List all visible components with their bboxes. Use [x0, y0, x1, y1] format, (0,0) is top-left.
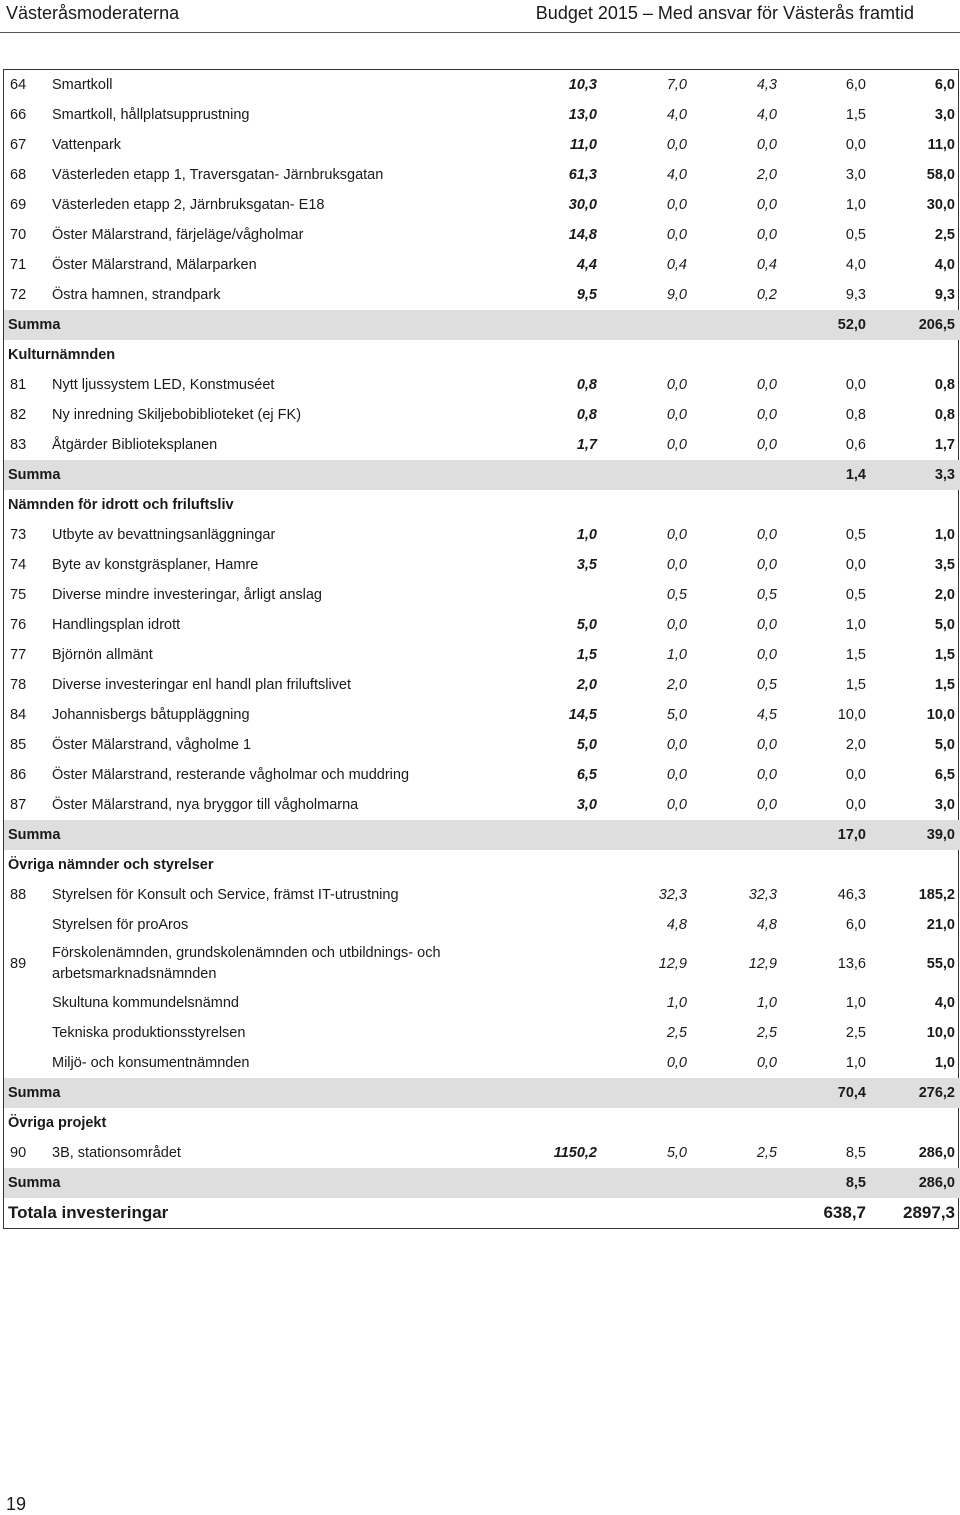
- value-col-5: 9,3: [934, 287, 955, 303]
- value-col-3: 0,0: [756, 527, 777, 543]
- project-number: 81: [10, 377, 27, 393]
- value-col-5: 0,8: [934, 377, 955, 393]
- value-col-4: 0,5: [845, 527, 866, 543]
- value-col-4: 2,5: [845, 1025, 866, 1041]
- project-number: 68: [10, 167, 27, 183]
- value-col-4: 2,0: [845, 737, 866, 753]
- summary-label: Summa: [4, 1078, 782, 1108]
- value-col-3: 0,0: [756, 737, 777, 753]
- investment-table-body: [4, 70, 960, 1228]
- value-col-2: 0,0: [666, 1055, 687, 1071]
- value-col-3: 0,0: [756, 197, 777, 213]
- summary-label: Summa: [4, 310, 782, 340]
- value-col-3: 2,0: [756, 167, 777, 183]
- project-name: Utbyte av bevattningsanläggningar: [52, 527, 276, 543]
- value-col-4: 6,0: [845, 77, 866, 93]
- section-heading: Övriga nämnder och styrelser: [8, 857, 214, 873]
- value-col-2: 2,0: [666, 677, 687, 693]
- value-col-5: 0,8: [934, 407, 955, 423]
- value-col-3: 1,0: [756, 995, 777, 1011]
- value-col-4: 0,5: [845, 587, 866, 603]
- value-col-4: 0,0: [845, 767, 866, 783]
- value-col-4: 0,0: [845, 377, 866, 393]
- value-col-2: 0,5: [666, 587, 687, 603]
- total-budget-value: 4,4: [576, 257, 597, 273]
- project-number: [4, 1018, 48, 1048]
- value-col-2: 5,0: [666, 1145, 687, 1161]
- grand-total-row: [4, 1198, 960, 1228]
- value-col-4: 9,3: [845, 287, 866, 303]
- total-budget-value: 0,8: [576, 377, 597, 393]
- value-col-3: 0,0: [756, 557, 777, 573]
- value-col-2: 0,0: [666, 407, 687, 423]
- value-col-2: 2,5: [666, 1025, 687, 1041]
- value-col-5: 6,0: [934, 77, 955, 93]
- value-col-5: 21,0: [926, 917, 955, 933]
- value-col-2: 0,0: [666, 767, 687, 783]
- project-name: Åtgärder Biblioteksplanen: [52, 437, 218, 453]
- value-col-3: 0,0: [756, 137, 777, 153]
- value-col-4: 0,5: [845, 227, 866, 243]
- section-heading: Kulturnämnden: [8, 347, 116, 363]
- value-col-3: 0,0: [756, 437, 777, 453]
- value-col-3: 0,5: [756, 677, 777, 693]
- value-col-5: 2,0: [934, 587, 955, 603]
- total-budget-value: 1150,2: [553, 1145, 597, 1161]
- value-col-3: 32,3: [748, 887, 777, 903]
- project-number: [4, 1048, 48, 1078]
- header-organization: Västeråsmoderaterna: [6, 3, 180, 23]
- table-row: [4, 988, 960, 1018]
- table-row: [4, 550, 960, 580]
- value-col-3: 2,5: [756, 1025, 777, 1041]
- table-row: [4, 190, 960, 220]
- value-col-2: 5,0: [666, 707, 687, 723]
- project-name: Östra hamnen, strandpark: [52, 287, 221, 303]
- project-name: Skultuna kommundelsnämnd: [52, 995, 239, 1011]
- value-col-3: 12,9: [748, 956, 777, 972]
- value-col-5: 2,5: [934, 227, 955, 243]
- value-col-3: 0,0: [756, 617, 777, 633]
- value-col-5: 286,0: [918, 1145, 955, 1161]
- project-number: 76: [10, 617, 27, 633]
- value-col-2: 0,0: [666, 737, 687, 753]
- value-col-5: 5,0: [934, 617, 955, 633]
- project-name: Smartkoll: [52, 77, 113, 93]
- project-number: 77: [10, 647, 27, 663]
- project-number: 87: [10, 797, 27, 813]
- summary-value-col-4: 638,7: [823, 1203, 866, 1222]
- value-col-5: 10,0: [926, 1025, 955, 1041]
- value-col-3: 0,2: [756, 287, 777, 303]
- value-col-5: 30,0: [926, 197, 955, 213]
- summary-value-col-4: 52,0: [782, 310, 871, 340]
- table-row: [4, 1048, 960, 1078]
- value-col-5: 3,0: [934, 797, 955, 813]
- summary-row: [4, 460, 960, 490]
- project-name: Handlingsplan idrott: [52, 617, 181, 633]
- project-number: 89: [10, 956, 27, 972]
- value-col-2: 0,0: [666, 557, 687, 573]
- table-row: [4, 400, 960, 430]
- value-col-3: 4,3: [756, 77, 777, 93]
- summary-row: [4, 1078, 960, 1108]
- summary-value-col-4: 17,0: [782, 820, 871, 850]
- project-number: 72: [10, 287, 27, 303]
- value-col-4: 0,0: [845, 557, 866, 573]
- value-col-4: 10,0: [837, 707, 866, 723]
- value-col-4: 46,3: [837, 887, 866, 903]
- project-number: 71: [10, 257, 27, 273]
- table-row: [4, 430, 960, 460]
- total-budget-value: 6,5: [576, 767, 597, 783]
- total-budget-value: [522, 910, 602, 940]
- value-col-5: 1,5: [934, 647, 955, 663]
- value-col-4: 0,0: [845, 137, 866, 153]
- investment-table: [3, 69, 959, 1229]
- header-divider: [0, 32, 960, 33]
- total-budget-value: 13,0: [568, 107, 597, 123]
- total-budget-value: [522, 580, 602, 610]
- project-number: 82: [10, 407, 27, 423]
- value-col-4: 1,5: [845, 677, 866, 693]
- summary-value-col-5: 2897,3: [903, 1203, 955, 1222]
- value-col-3: 0,0: [756, 407, 777, 423]
- total-budget-value: 14,5: [568, 707, 597, 723]
- value-col-2: 0,0: [666, 227, 687, 243]
- project-name: Styrelsen för proAros: [52, 917, 189, 933]
- value-col-3: 0,4: [756, 257, 777, 273]
- total-budget-value: 1,7: [576, 437, 597, 453]
- summary-row: [4, 820, 960, 850]
- value-col-2: 0,0: [666, 797, 687, 813]
- page-number: 19: [6, 1494, 27, 1514]
- summary-label: Summa: [4, 460, 782, 490]
- section-heading-row: [4, 490, 960, 520]
- summary-value-col-4: 70,4: [782, 1078, 871, 1108]
- value-col-4: 13,6: [837, 956, 866, 972]
- table-row: [4, 520, 960, 550]
- total-budget-value: [522, 988, 602, 1018]
- project-name: Diverse mindre investeringar, årligt anslag: [52, 587, 322, 603]
- total-budget-value: [522, 940, 602, 988]
- table-row: [4, 730, 960, 760]
- table-row: [4, 220, 960, 250]
- project-number: 85: [10, 737, 27, 753]
- table-row: [4, 610, 960, 640]
- header-document-title: Budget 2015 – Med ansvar för Västerås framtid: [535, 3, 914, 23]
- project-number: 74: [10, 557, 27, 573]
- value-col-5: 3,5: [934, 557, 955, 573]
- value-col-2: 9,0: [666, 287, 687, 303]
- value-col-3: 4,0: [756, 107, 777, 123]
- value-col-3: 0,0: [756, 767, 777, 783]
- total-budget-value: 5,0: [576, 737, 597, 753]
- project-name: Smartkoll, hållplatsupprustning: [52, 107, 250, 123]
- section-heading-row: [4, 850, 960, 880]
- table-row: [4, 940, 960, 988]
- total-budget-value: [522, 880, 602, 910]
- value-col-5: 1,5: [934, 677, 955, 693]
- project-name: Tekniska produktionsstyrelsen: [52, 1025, 246, 1041]
- total-budget-value: 10,3: [568, 77, 597, 93]
- value-col-4: 1,0: [845, 1055, 866, 1071]
- value-col-3: 2,5: [756, 1145, 777, 1161]
- value-col-5: 4,0: [934, 257, 955, 273]
- value-col-4: 6,0: [845, 917, 866, 933]
- project-number: 78: [10, 677, 27, 693]
- project-number: 70: [10, 227, 27, 243]
- table-row: [4, 370, 960, 400]
- value-col-2: 0,0: [666, 377, 687, 393]
- value-col-4: 0,6: [845, 437, 866, 453]
- project-number: 66: [10, 107, 27, 123]
- total-budget-value: 2,0: [576, 677, 597, 693]
- investment-table-grid: [4, 70, 960, 1228]
- value-col-5: 1,0: [934, 1055, 955, 1071]
- total-budget-value: 5,0: [576, 617, 597, 633]
- summary-row: [4, 310, 960, 340]
- project-number: [4, 988, 48, 1018]
- total-budget-value: [522, 1018, 602, 1048]
- project-name: Miljö- och konsumentnämnden: [52, 1055, 250, 1071]
- total-budget-value: 30,0: [568, 197, 597, 213]
- project-number: 88: [10, 887, 27, 903]
- value-col-2: 0,0: [666, 617, 687, 633]
- value-col-4: 0,0: [845, 797, 866, 813]
- project-name: Vattenpark: [52, 137, 122, 153]
- summary-label: Summa: [4, 820, 782, 850]
- value-col-3: 0,0: [756, 797, 777, 813]
- summary-value-col-5: 3,3: [871, 460, 960, 490]
- summary-value-col-5: 39,0: [871, 820, 960, 850]
- table-row: [4, 1018, 960, 1048]
- total-budget-value: [522, 1048, 602, 1078]
- project-name: Styrelsen för Konsult och Service, främst IT-utrustning: [52, 887, 399, 903]
- value-col-2: 32,3: [658, 887, 687, 903]
- project-number: 86: [10, 767, 27, 783]
- table-row: [4, 250, 960, 280]
- total-budget-value: 61,3: [568, 167, 597, 183]
- project-name: Västerleden etapp 1, Traversgatan- Järnbruksgatan: [52, 167, 384, 183]
- project-number: 75: [10, 587, 27, 603]
- value-col-3: 4,5: [756, 707, 777, 723]
- table-row: [4, 160, 960, 190]
- value-col-2: 4,0: [666, 107, 687, 123]
- value-col-5: 1,7: [934, 437, 955, 453]
- value-col-3: 0,0: [756, 377, 777, 393]
- value-col-2: 0,4: [666, 257, 687, 273]
- page-header: [0, 0, 960, 26]
- value-col-3: 0,0: [756, 647, 777, 663]
- project-name: Johannisbergs båtuppläggning: [52, 707, 250, 723]
- project-number: 69: [10, 197, 27, 213]
- value-col-2: 4,8: [666, 917, 687, 933]
- value-col-4: 4,0: [845, 257, 866, 273]
- table-row: [4, 760, 960, 790]
- value-col-3: 0,0: [756, 1055, 777, 1071]
- value-col-3: 0,5: [756, 587, 777, 603]
- summary-value-col-5: 276,2: [871, 1078, 960, 1108]
- project-name: Öster Mälarstrand, Mälarparken: [52, 257, 257, 273]
- value-col-2: 0,0: [666, 137, 687, 153]
- project-name: Öster Mälarstrand, resterande vågholmar och muddring: [52, 767, 410, 783]
- total-budget-value: 3,0: [576, 797, 597, 813]
- project-name: Diverse investeringar enl handl plan friluftslivet: [52, 677, 352, 693]
- value-col-5: 1,0: [934, 527, 955, 543]
- value-col-5: 5,0: [934, 737, 955, 753]
- value-col-3: 0,0: [756, 227, 777, 243]
- value-col-4: 1,5: [845, 107, 866, 123]
- summary-value-col-4: 1,4: [782, 460, 871, 490]
- project-name: 3B, stationsområdet: [52, 1145, 181, 1161]
- project-number: 84: [10, 707, 27, 723]
- table-row: [4, 280, 960, 310]
- value-col-2: 1,0: [666, 647, 687, 663]
- project-name: Västerleden etapp 2, Järnbruksgatan- E18: [52, 197, 325, 213]
- value-col-5: 11,0: [927, 137, 955, 153]
- table-row: [4, 70, 960, 100]
- project-name: Byte av konstgräsplaner, Hamre: [52, 557, 259, 573]
- project-number: 67: [10, 137, 27, 153]
- table-row: [4, 1138, 960, 1168]
- table-row: [4, 910, 960, 940]
- summary-label: Summa: [4, 1168, 782, 1198]
- table-row: [4, 640, 960, 670]
- table-row: [4, 130, 960, 160]
- value-col-2: 1,0: [666, 995, 687, 1011]
- value-col-2: 4,0: [666, 167, 687, 183]
- value-col-2: 0,0: [666, 527, 687, 543]
- project-name: Öster Mälarstrand, färjeläge/vågholmar: [52, 227, 304, 243]
- value-col-5: 185,2: [918, 887, 955, 903]
- summary-row: [4, 1168, 960, 1198]
- value-col-2: 12,9: [658, 956, 687, 972]
- value-col-5: 3,0: [934, 107, 955, 123]
- value-col-5: 4,0: [934, 995, 955, 1011]
- value-col-5: 55,0: [926, 956, 955, 972]
- total-budget-value: 3,5: [576, 557, 597, 573]
- value-col-4: 1,0: [845, 197, 866, 213]
- total-budget-value: 14,8: [568, 227, 597, 243]
- value-col-2: 7,0: [666, 77, 687, 93]
- section-heading: Nämnden för idrott och friluftsliv: [8, 497, 234, 513]
- project-name: Öster Mälarstrand, nya bryggor till vågholmarna: [52, 797, 359, 813]
- value-col-5: 6,5: [934, 767, 955, 783]
- value-col-4: 8,5: [845, 1145, 866, 1161]
- summary-value-col-4: 8,5: [782, 1168, 871, 1198]
- project-name: Björnön allmänt: [52, 647, 153, 663]
- section-heading-row: [4, 1108, 960, 1138]
- summary-value-col-5: 286,0: [871, 1168, 960, 1198]
- section-heading: Övriga projekt: [8, 1115, 107, 1131]
- table-row: [4, 700, 960, 730]
- value-col-2: 0,0: [666, 437, 687, 453]
- total-budget-value: 9,5: [576, 287, 597, 303]
- value-col-5: 10,0: [926, 707, 955, 723]
- total-budget-value: 1,5: [576, 647, 597, 663]
- project-number: 73: [10, 527, 27, 543]
- project-name: Öster Mälarstrand, vågholme 1: [52, 737, 252, 753]
- project-number: 83: [10, 437, 27, 453]
- project-name: Ny inredning Skiljebobiblioteket (ej FK): [52, 407, 302, 423]
- summary-value-col-5: 206,5: [871, 310, 960, 340]
- value-col-4: 1,0: [845, 617, 866, 633]
- project-number: [4, 910, 48, 940]
- section-heading-row: [4, 340, 960, 370]
- value-col-4: 1,5: [845, 647, 866, 663]
- table-row: [4, 880, 960, 910]
- project-number: 90: [10, 1145, 27, 1161]
- project-name: Förskolenämnden, grundskolenämnden och utbildnings- och arbetsmarknadsnämnden: [52, 945, 441, 982]
- table-row: [4, 100, 960, 130]
- value-col-5: 58,0: [926, 167, 955, 183]
- project-name: Nytt ljussystem LED, Konstmuséet: [52, 377, 275, 393]
- table-row: [4, 580, 960, 610]
- value-col-4: 1,0: [845, 995, 866, 1011]
- grand-total-label: Totala investeringar: [8, 1203, 169, 1222]
- value-col-3: 4,8: [756, 917, 777, 933]
- table-row: [4, 790, 960, 820]
- value-col-4: 3,0: [845, 167, 866, 183]
- project-number: 64: [10, 77, 27, 93]
- value-col-2: 0,0: [666, 197, 687, 213]
- table-row: [4, 670, 960, 700]
- total-budget-value: 11,0: [569, 137, 597, 153]
- total-budget-value: 1,0: [576, 527, 597, 543]
- value-col-4: 0,8: [845, 407, 866, 423]
- total-budget-value: 0,8: [576, 407, 597, 423]
